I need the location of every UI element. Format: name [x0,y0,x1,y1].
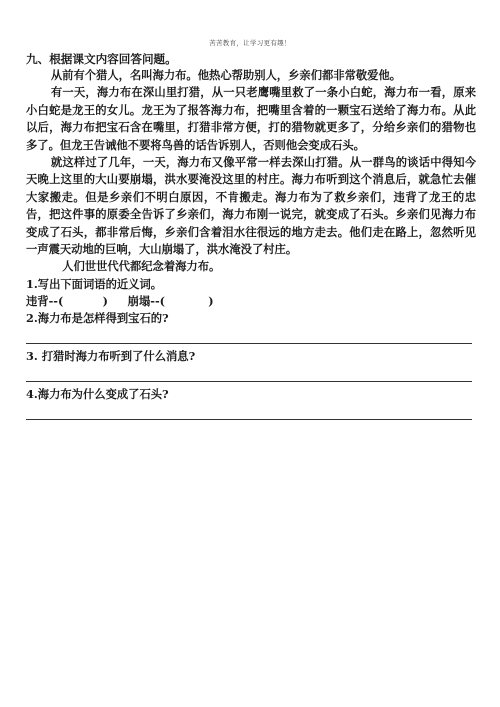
section-title: 九、根据课文内容回答问题。 [26,52,177,66]
story-paragraph: 从前有个猎人，名叫海力布。他热心帮助别人，乡亲们都非常敬爱他。 [50,68,402,82]
answer-line-3[interactable] [26,365,472,382]
question-3: 3. 打猎时海力布听到了什么消息? [26,348,196,363]
story-paragraph: 就这样过了几年，一天，海力布又像平常一样去深山打猎。从一群鸟的谈话中得知今天晚上这里的大山要崩塌，洪水要淹没这里的村庄。海力布听到这个消息后，就急忙去催大家搬走。但是乡亲们不明白原因，不肯搬走。海力布为了救乡亲们，违背了龙王的忠告，把这件事的原委全告诉了乡亲们，海力布刚一说完，就变成了石头。乡亲们见海力布变成了石头，都非常后悔，乡亲们含着泪水往很远的地方走去。他们走在路上，忽然听见一声震天动地的巨响，大山崩塌了，洪水淹没了村庄。 [26,155,476,257]
story-paragraph: 有一天，海力布在深山里打猎，从一只老鹰嘴里救了一条小白蛇，海力布一看，原来小白蛇是龙王的女儿。龙王为了报答海力布，把嘴里含着的一颗宝石送给了海力布。从此以后，海力布把宝石含在嘴里，打猎非常方便，打的猎物就更多了，分给乡亲们的猎物也多了。但龙王告诫他不要将鸟兽的话告诉别人，否则他会变成石头。 [26,85,476,152]
worksheet-content [26,51,476,424]
answer-line-2[interactable] [26,327,472,344]
story-paragraph: 人们世世代代都纪念着海力布。 [62,259,221,274]
question-4: 4.海力布为什么变成了石头? [26,386,169,401]
question-1: 1.写出下面词语的近义词。 [26,276,163,291]
question-1-fill-in[interactable]: 违背--( ) 崩塌--( ) [26,293,214,308]
question-2: 2.海力布是怎样得到宝石的? [26,310,169,325]
page-header-slogan: 苦苦教育，让学习更有趣！ [209,39,291,47]
answer-line-4[interactable] [26,403,472,420]
